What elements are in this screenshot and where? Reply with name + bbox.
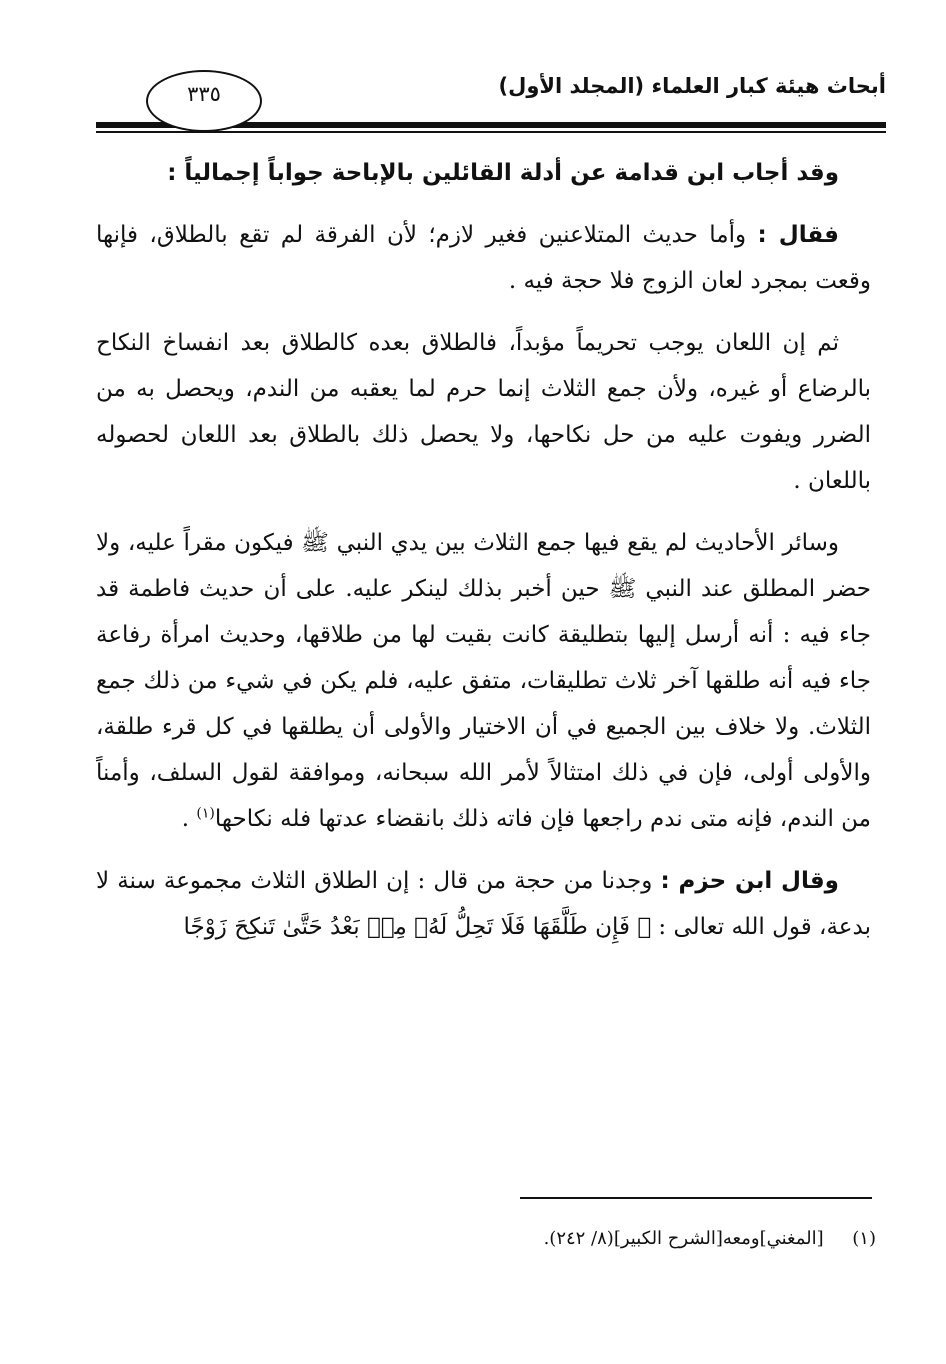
footnote-1 [544,1228,876,1249]
paragraph-3-text: وسائر الأحاديث لم يقع فيها جمع الثلاث بين يدي النبي ﷺ فيكون مقراً عليه، ولا حضر المطلق عند النبي ﷺ حين أخبر بذلك لينكر عليه. على أن حديث فاطمة قد جاء فيه : أنه أرسل إليها بتطليقة كانت بقيت لها من طلاقها، وحديث امرأة رفاعة جاء فيه أنه طلقها آخر ثلاث تطليقات، متفق عليه، فلم يكن في شيء من ذلك جمع الثلاث. ولا خلاف بين الجميع في أن الاختيار والأولى أن يطلقها في كل قرء طلقة، والأولى أولى، فإن في ذلك امتثالاً لأمر الله سبحانه، وموافقة لقول السلف، وأمناً من الندم، فإنه متى ندم راجعها فإن فاته ذلك بانقضاء عدتها فله نكاحها [96,530,871,832]
intro-sentence: وقد أجاب ابن قدامة عن أدلة القائلين بالإباحة جواباً إجمالياً : [167,160,839,186]
paragraph-3-end: . [181,806,197,832]
paragraph-2-text: ثم إن اللعان يوجب تحريماً مؤبداً، فالطلاق بعده كالطلاق بعد انفساخ النكاح بالرضاع أو غيره، ولأن جمع الثلاث إنما حرم لما يعقبه من الندم، ويحصل به من الضرر ويفوت عليه من حل نكاحها، ولا يحصل ذلك بالطلاق بعد اللعان لحصوله باللعان . [96,330,871,494]
paragraph-3 [96,520,871,842]
running-header-title: أبحاث هيئة كبار العلماء (المجلد الأول) [498,74,886,98]
paragraph-4-lead: وقال ابن حزم : [660,868,839,894]
paragraph-intro [96,150,871,196]
page-number: ٣٣٥ [187,82,221,106]
footnote-text: [المغني]ومعه[الشرح الكبير](٨/ ٢٤٢). [543,1228,824,1249]
footnote-number: (١) [852,1228,876,1249]
body-text [96,150,871,966]
paragraph-1 [96,212,871,304]
paragraph-4-text: وجدنا من حجة من قال : إن الطلاق الثلاث مجموعة سنة لا بدعة، قول الله تعالى : ﴿ فَإِن طَلَّقَهَا فَلَا تَحِلُّ لَهُۥ مِنۢ بَعْدُ حَتَّىٰ تَنكِحَ زَوْجًا [96,868,871,940]
page-number-oval [146,70,262,132]
paragraph-1-text: وأما حديث المتلاعنين فغير لازم؛ لأن الفرقة لم تقع بالطلاق، فإنها وقعت بمجرد لعان الزوج فلا حجة فيه . [96,222,871,294]
paragraph-4 [96,858,871,950]
paragraph-1-lead: فقال : [757,222,839,248]
paragraph-2 [96,320,871,504]
footnote-separator [520,1197,872,1199]
footnote-reference[interactable]: (١) [196,805,215,822]
